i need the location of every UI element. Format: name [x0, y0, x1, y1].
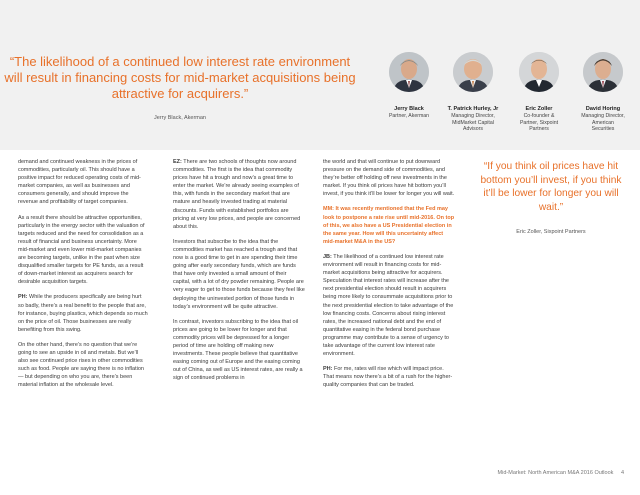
speaker-label: EZ:	[173, 159, 182, 165]
contributor-title-line: Securities	[591, 126, 615, 133]
contributors-panel	[378, 52, 640, 148]
speaker-label: PH:	[323, 366, 333, 373]
contributor-title-line: Partners	[529, 126, 549, 133]
paragraph: In contrast, investors subscribing to the idea that oil prices are going to be lower for longer and that commodity prices will be depressed for a longer period of time are holding off making new investments. These people believe that quantitative easing coming out of Europe and the easing coming out of China, as well as US interest rates, are really a sign of continued problems in	[173, 318, 303, 382]
contributor-card	[508, 52, 570, 133]
paragraph: the world and that will continue to put downward pressure on the demand side of commodities, and they’re better off holding off new investments in the market. If you think oil prices have hit bottom you’ll invest, if you think it’ll be lower for longer you will wait.	[323, 159, 455, 198]
paragraph: demand and continued weakness in the prices of commodities, particularly oil. This should have a positive impact for reduced operating costs of mid-market companies, as well as businesses and consumers generally, and should improve the revenue and profitability of target companies.	[18, 159, 141, 206]
contributor-card	[442, 52, 504, 133]
paragraph-text: For me, rates will rise which will impact price. That means now there’s a bit of a rush for the higher-quality companies that can be traded.	[323, 366, 453, 389]
paragraph: Investors that subscribe to the idea that the commodities market has reached a trough and that now is a good time to get in are spending their time going after early secondary funds, which are funds that have only invested a small amount of their capital, with a lot of dry powder remaining. People are very eager to get to those funds because they feel like deploying the uninvested portion of those funds in today’s environment will be quite attractive.	[173, 238, 305, 310]
contributor-title-line: Partner, Akerman	[388, 113, 430, 119]
contributor-card	[572, 52, 634, 133]
page-footer	[492, 470, 624, 476]
paragraph-text: The likelihood of a continued low interest rate environment will result in financing costs for mid-market acquisitions being attractive for acquirers. Speculation that interest rates will increase after the next presidential election should result in acquirers being more likely to consummate acquisitions prior to the next presidential election to take advantage of the low financing costs. Concerns about rising interest rates, the increased national debt and the end of quantitative easing in the federal bond purchase programme may contribute to a sense of urgency to take advantage of the current low interest rate environment.	[323, 253, 454, 358]
body-column-1	[18, 158, 148, 396]
portrait-photo	[519, 52, 559, 92]
interviewer-question: MM: It was recently mentioned that the Fed may look to postpone a rate rise until mid-2016. On top of this, we also have a US Presidential election in the same year. How will this uncertainty affect mid-market M&A in the US?	[323, 206, 455, 245]
contributor-title-line: American	[592, 119, 614, 126]
paragraph	[18, 293, 148, 333]
contributor-title-line: Co-founder &	[523, 113, 555, 119]
contributor-title-line: Advisors	[463, 126, 483, 133]
contributor-title-line: Managing Director,	[451, 113, 495, 119]
speaker-label: PH:	[18, 294, 28, 301]
contributor-name: Jerry Black	[394, 106, 424, 112]
body-column-3	[323, 158, 455, 396]
paragraph-text: While the producers specifically are being hurt so badly, there’s a real benefit to the people that are, for instance, buying plastics, which depends so much on the price of oil. Those businesses are really benefiting from this swing.	[18, 294, 148, 333]
contributor-title-line: Partner, Sixpoint	[519, 119, 559, 126]
paragraph-text: There are two schools of thoughts now around commodities. The first is the idea that commodity prices have hit a trough and now’s a great time to enter the market. We’re already seeing examples of this, with funds in the secondary market that are mature and heavily invested trading at material discounts. Funds with established portfolios are pricing at very low prices, and people are concerned about this.	[173, 159, 301, 230]
page-number: 4	[620, 470, 624, 476]
contributor-title-line: Managing Director,	[581, 113, 625, 119]
side-quote-attribution: Eric Zoller, Sixpoint Partners	[516, 229, 586, 235]
header-quote: “The likelihood of a continued low interest rate environment will result in financing costs for mid-market acquisitions being attractive for acquirers.”	[4, 54, 356, 101]
paragraph: As a result there should be attractive opportunities, particularly in the energy sector with the valuation of targets reduced and the need for consolidation as a result of financial and business uncertainty. More mid-market and even lower mid-market companies are becoming targets, unlike in the past when size disqualified smaller targets for PE funds, as a result of down-market interest as acquirers search for desirable acquisition targets.	[18, 214, 145, 286]
paragraph	[323, 253, 455, 358]
contributor-name: T. Patrick Hurley, Jr	[447, 106, 499, 112]
side-pull-quote: “If you think oil prices have hit bottom you’ll invest, if you think it’ll be lower for longer you will wait.”	[480, 161, 622, 213]
contributor-card	[378, 52, 440, 120]
header-quote-attribution: Jerry Black, Akerman	[154, 115, 206, 121]
contributor-name: Eric Zoller	[525, 106, 553, 112]
paragraph: On the other hand, there’s no question that we’re going to see an upside in oil and metals. But we’ll also see continued price rises in other commodities such as food. People are saying there is no inflation — but depending on who you are, there’s been material inflation at the wholesale level.	[18, 341, 144, 389]
paragraph	[323, 365, 455, 389]
contributor-title-line: MidMarket Capital	[452, 119, 494, 126]
portrait-photo	[453, 52, 493, 92]
speaker-label: JB:	[323, 253, 332, 260]
portrait-photo	[389, 52, 429, 92]
body-column-2	[173, 158, 305, 389]
portrait-photo	[583, 52, 623, 92]
contributor-name: David Horing	[585, 106, 621, 112]
paragraph	[173, 158, 305, 231]
footer-title: Mid-Market: North American M&A 2016 Outlook	[497, 470, 614, 476]
